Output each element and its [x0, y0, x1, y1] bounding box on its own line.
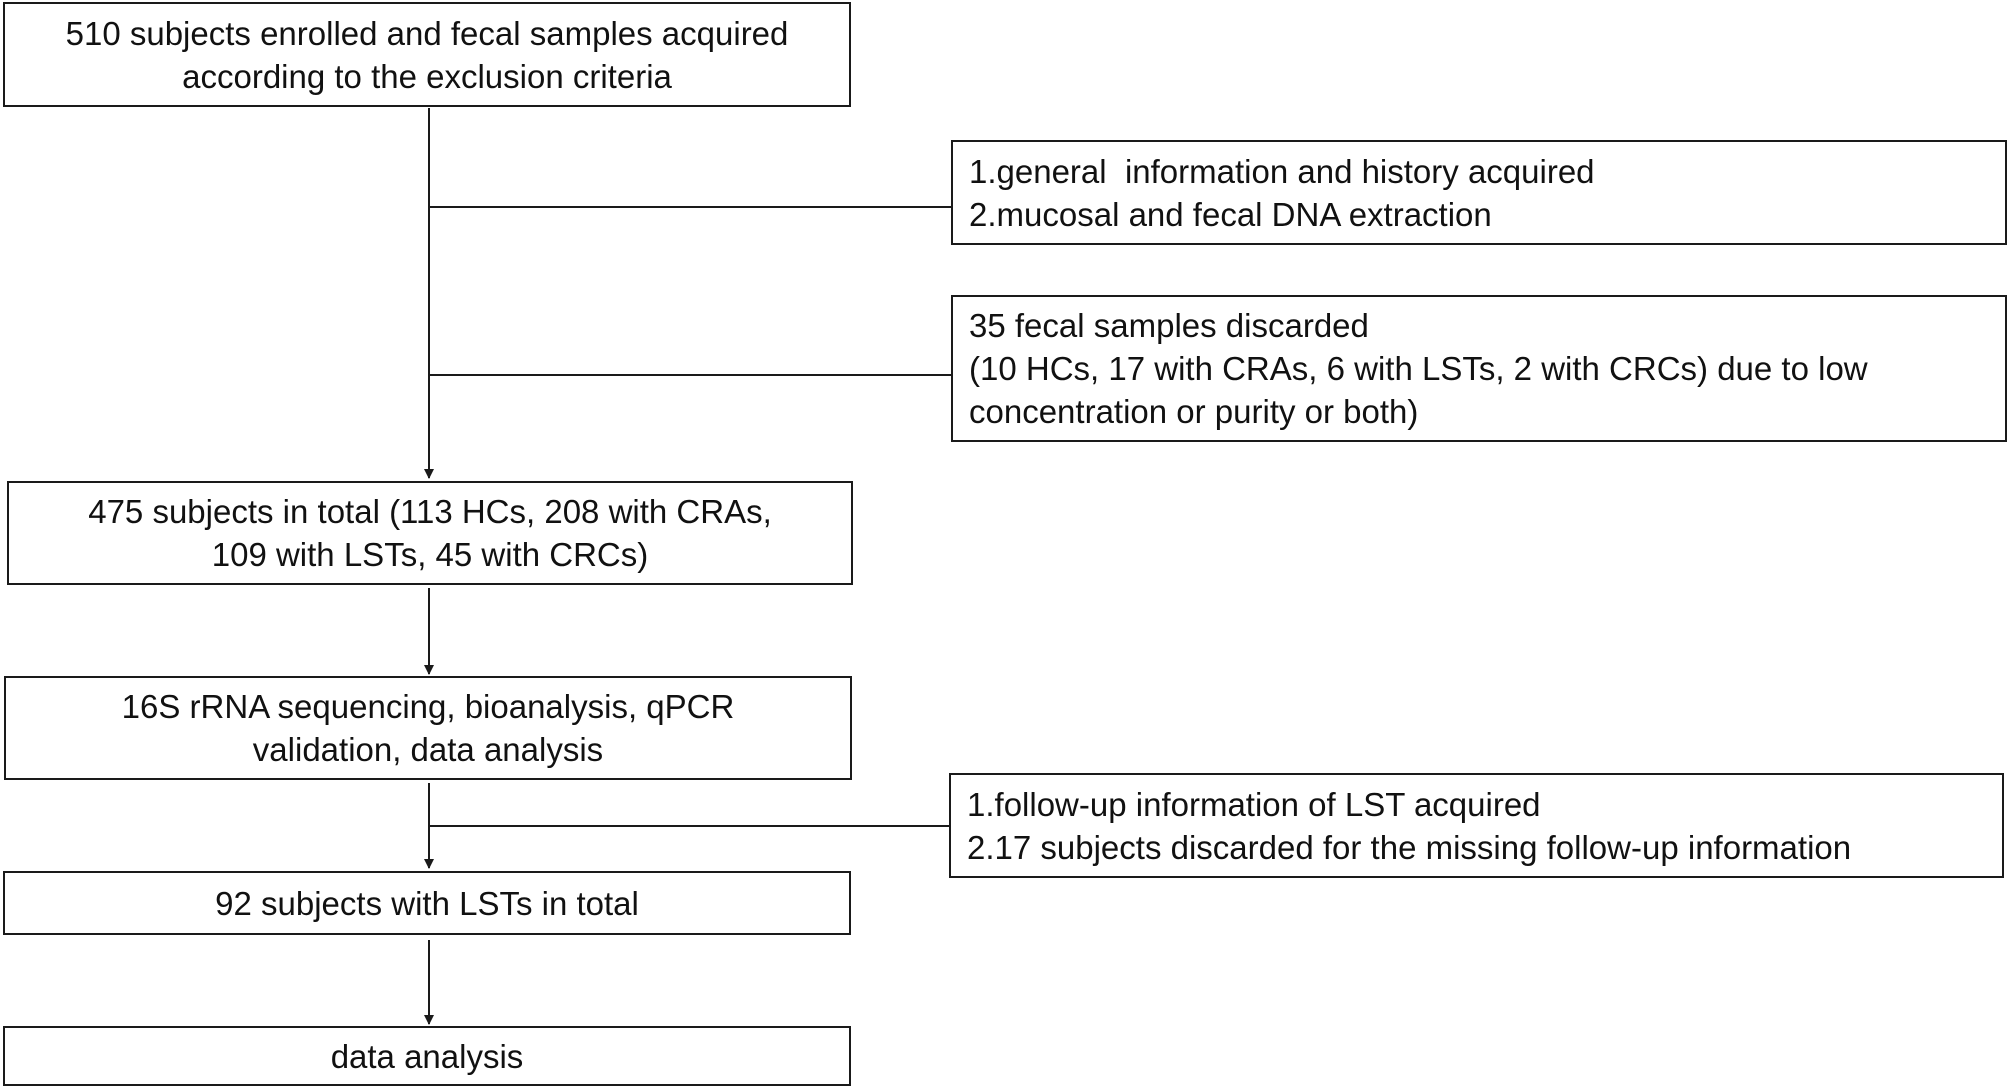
- follow-up-box: [949, 773, 2004, 878]
- follow-up-line-2: 2.17 subjects discarded for the missing follow-up information: [967, 828, 1852, 866]
- total-subjects-line-1: 475 subjects in total (113 HCs, 208 with CRAs,: [88, 493, 772, 530]
- info-extraction-line-2: 2.mucosal and fecal DNA extraction: [969, 195, 1492, 233]
- total-subjects-box: [7, 481, 853, 585]
- lst-subjects-line-1: 92 subjects with LSTs in total: [215, 884, 639, 922]
- discarded-samples-box: [951, 295, 2007, 442]
- enrollment-line-1: 510 subjects enrolled and fecal samples acquired: [65, 14, 789, 52]
- final-analysis-line-1: data analysis: [330, 1037, 524, 1075]
- discarded-samples-line-2: (10 HCs, 17 with CRAs, 6 with LSTs, 2 with CRCs) due to low: [969, 350, 1868, 387]
- follow-up-line-1: 1.follow-up information of LST acquired: [967, 785, 1541, 823]
- enrollment-box: [3, 2, 851, 107]
- sequencing-line-2: validation, data analysis: [252, 731, 604, 768]
- total-subjects-line-2: 109 with LSTs, 45 with CRCs): [211, 536, 649, 573]
- info-extraction-line-1: 1.general information and history acquired: [969, 152, 1595, 190]
- discarded-samples-line-3: concentration or purity or both): [969, 393, 1419, 430]
- final-analysis-box: [3, 1026, 851, 1086]
- enrollment-line-2: according to the exclusion criteria: [182, 57, 672, 95]
- info-extraction-box: [951, 140, 2007, 245]
- discarded-samples-line-1: 35 fecal samples discarded: [969, 307, 1369, 344]
- sequencing-line-1: 16S rRNA sequencing, bioanalysis, qPCR: [121, 688, 735, 725]
- lst-subjects-box: [3, 871, 851, 935]
- sequencing-box: [4, 676, 852, 780]
